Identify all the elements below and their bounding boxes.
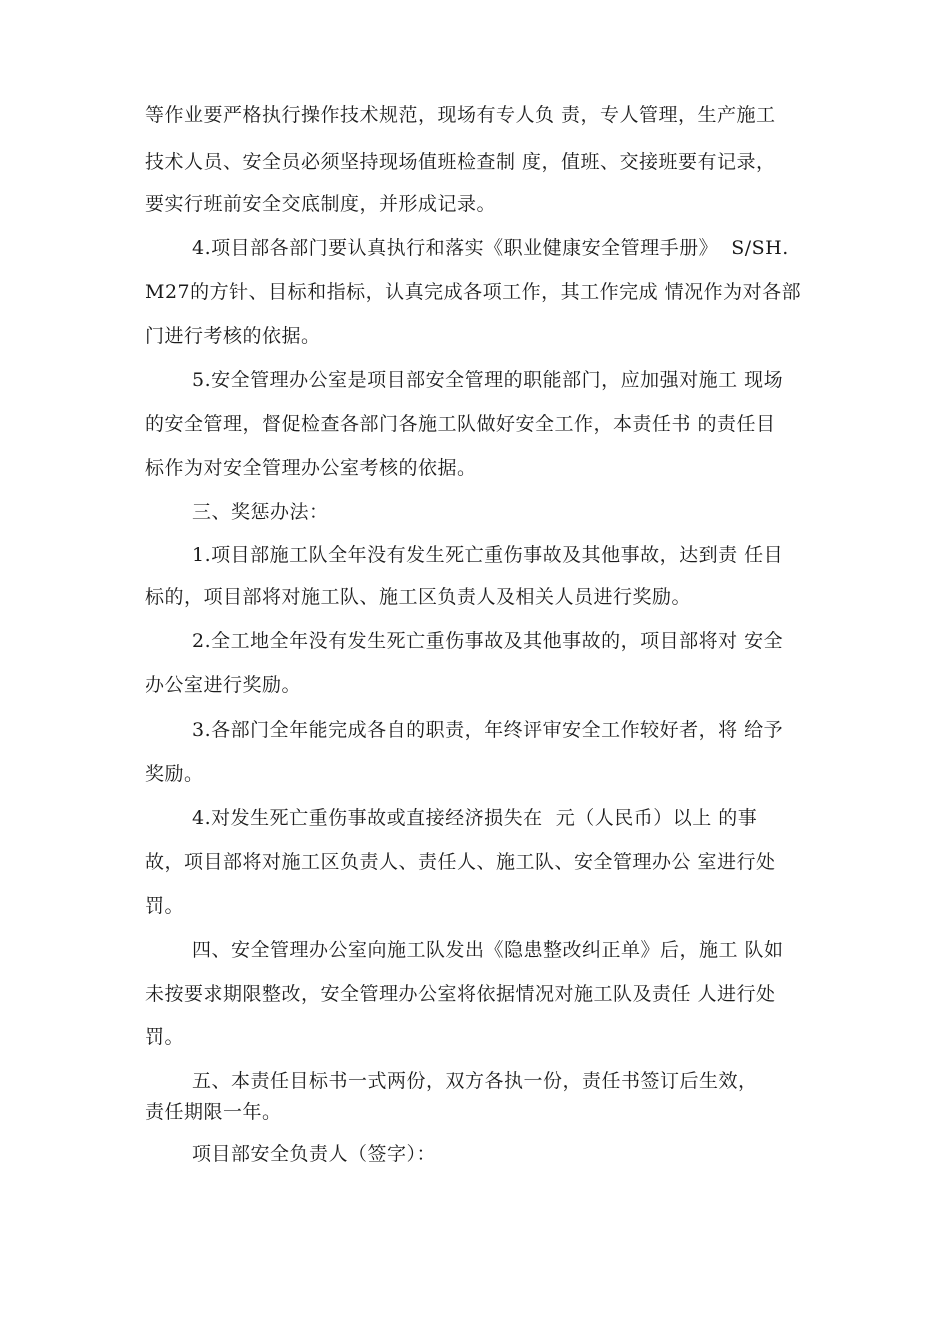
text-line: 4.对发生死亡重伤事故或直接经济损失在 元（人民币）以上 的事 [192, 807, 758, 829]
text-line: 2.全工地全年没有发生死亡重伤事故及其他事故的，项目部将对 安全 [192, 630, 784, 652]
text-line: 的安全管理，督促检查各部门各施工队做好安全工作，本责任书 的责任目 [145, 413, 776, 435]
text-line: 要实行班前安全交底制度，并形成记录。 [145, 193, 497, 215]
text-line: 罚。 [145, 895, 185, 917]
section-heading: 五、本责任目标书一式两份，双方各执一份，责任书签订后生效， [192, 1070, 758, 1092]
text-line: 奖励。 [145, 763, 204, 785]
text-line: 门进行考核的依据。 [145, 325, 321, 347]
text-line: 办公室进行奖励。 [145, 674, 302, 696]
section-heading: 四、安全管理办公室向施工队发出《隐患整改纠正单》后，施工 队如 [192, 939, 784, 961]
text-line: 责任期限一年。 [145, 1101, 282, 1123]
text-line: 罚。 [145, 1026, 185, 1048]
text-line: 等作业要严格执行操作技术规范，现场有专人负 责，专人管理，生产施工 [145, 104, 776, 126]
text-line: 标作为对安全管理办公室考核的依据。 [145, 457, 477, 479]
text-line: M27的方针、目标和指标，认真完成各项工作，其工作完成 情况作为对各部 [145, 281, 802, 303]
text-line: 5.安全管理办公室是项目部安全管理的职能部门，应加强对施工 现场 [192, 369, 784, 391]
text-line: 4.项目部各部门要认真执行和落实《职业健康安全管理手册》 S/SH. [192, 237, 789, 259]
signature-label: 项目部安全负责人（签字）： [192, 1143, 437, 1165]
text-line: 3.各部门全年能完成各自的职责，年终评审安全工作较好者，将 给予 [192, 719, 784, 741]
text-line: 1.项目部施工队全年没有发生死亡重伤事故及其他事故，达到责 任目 [192, 544, 784, 566]
text-line: 故，项目部将对施工区负责人、责任人、施工队、安全管理办公 室进行处 [145, 851, 776, 873]
text-line: 未按要求期限整改，安全管理办公室将依据情况对施工队及责任 人进行处 [145, 983, 776, 1005]
text-line: 技术人员、安全员必须坚持现场值班检查制 度，值班、交接班要有记录， [145, 151, 776, 173]
text-line: 标的，项目部将对施工队、施工区负责人及相关人员进行奖励。 [145, 586, 692, 608]
section-heading: 三、奖惩办法： [192, 501, 329, 523]
